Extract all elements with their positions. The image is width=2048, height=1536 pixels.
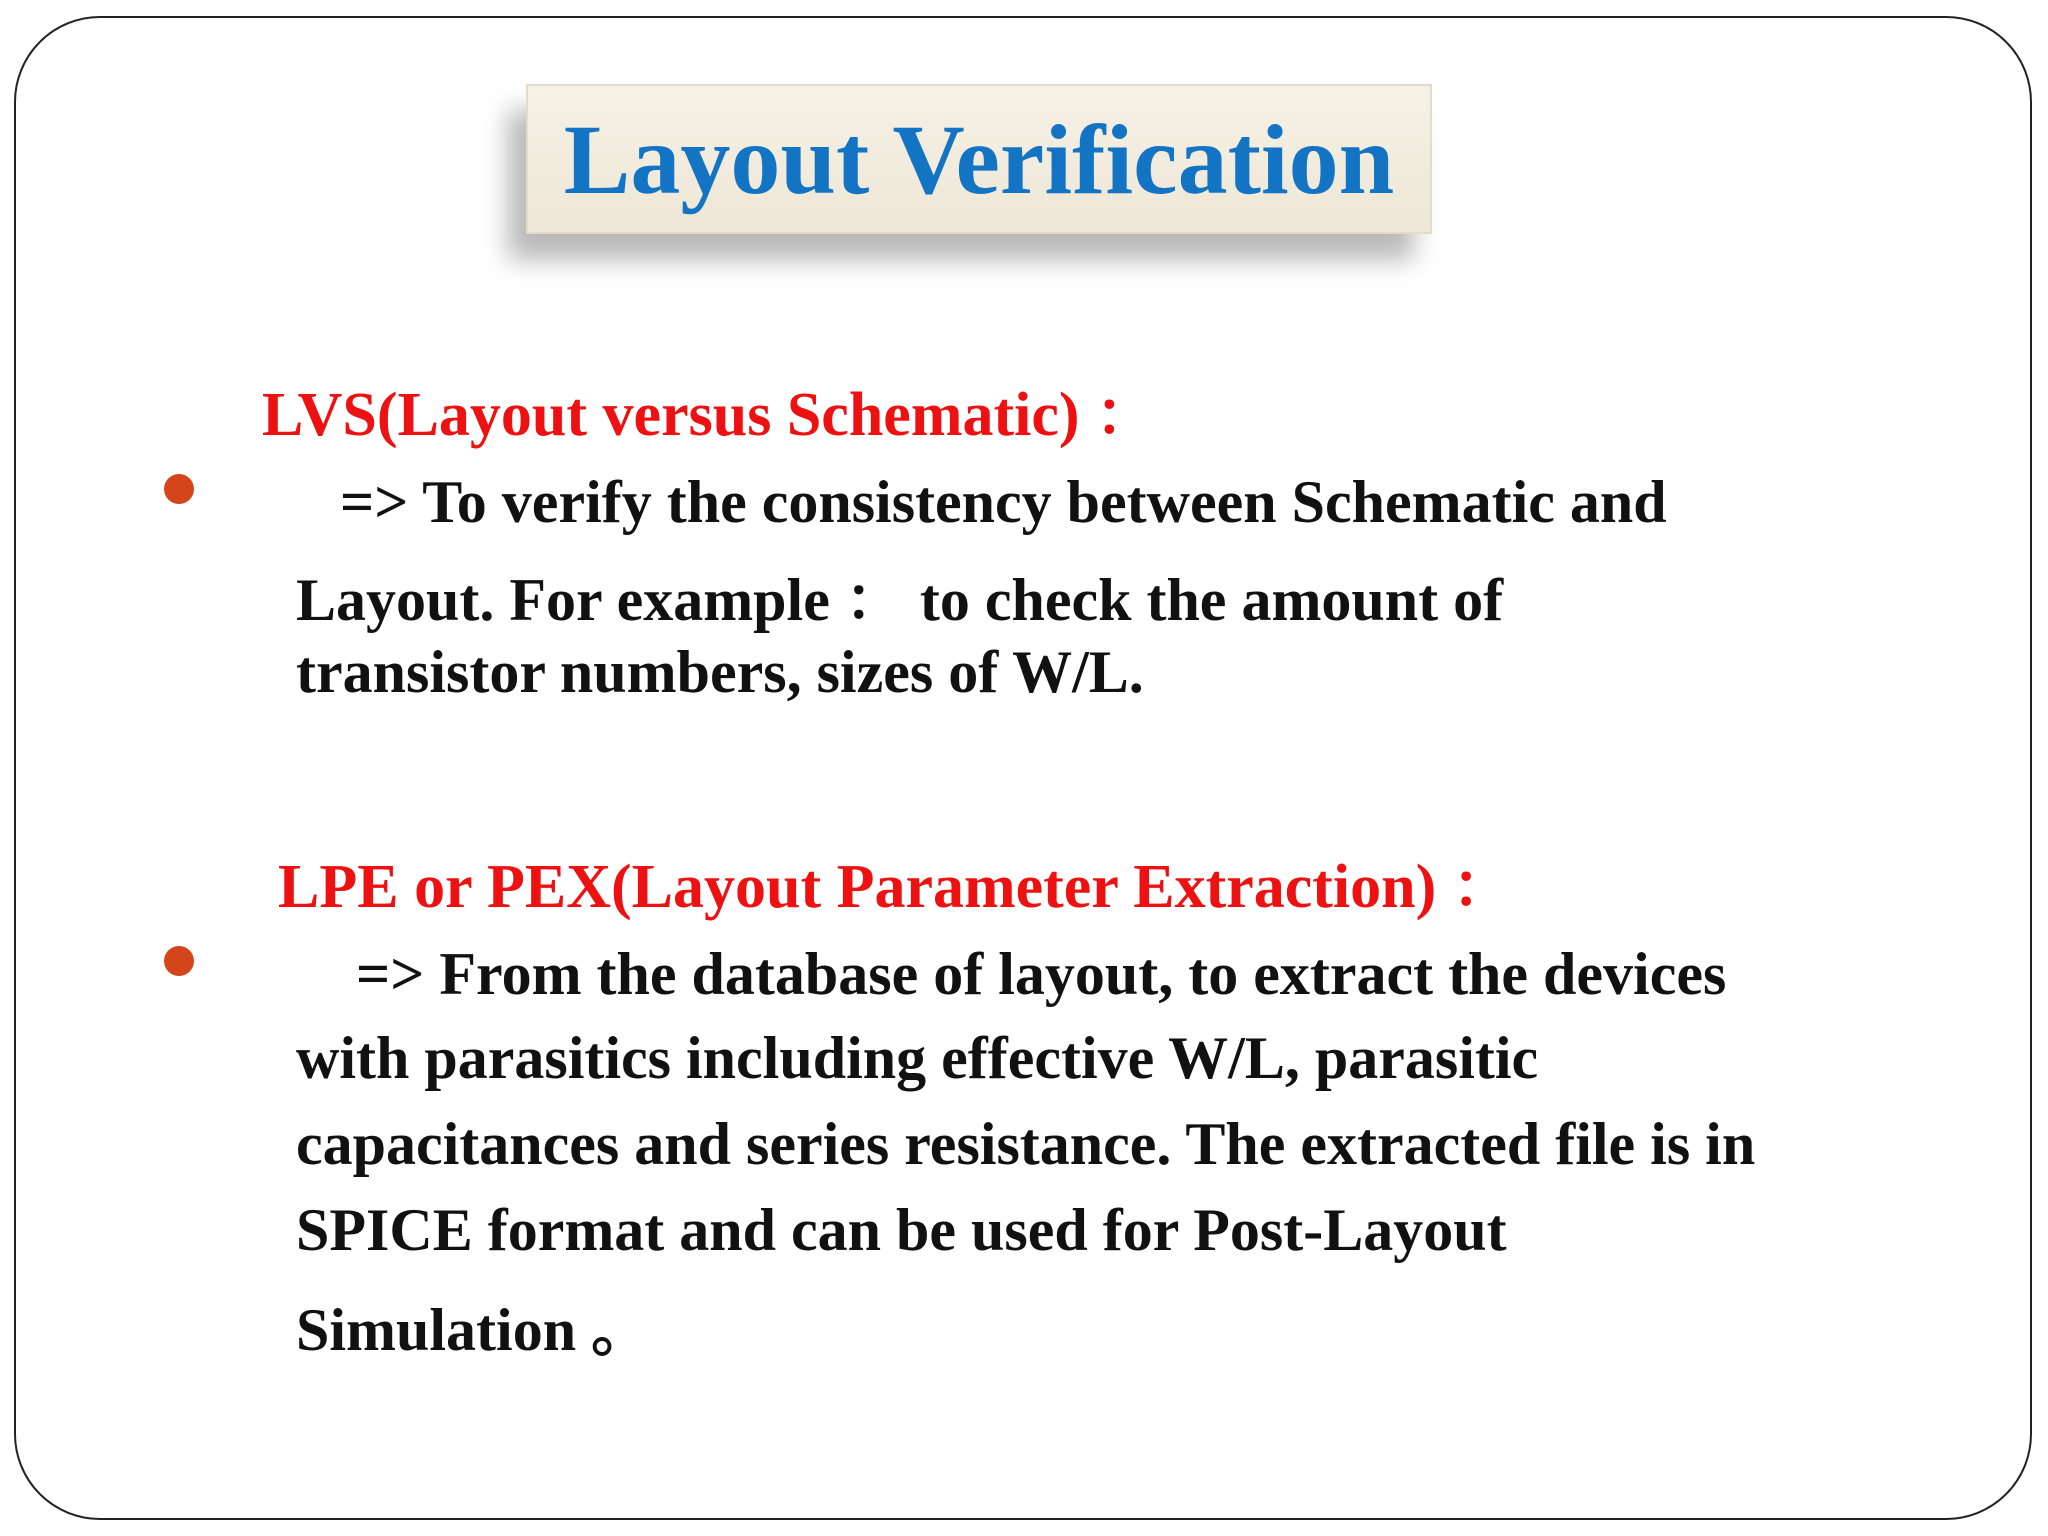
lvs-line: transistor numbers, sizes of W/L.	[296, 639, 1144, 705]
bullet-icon	[164, 946, 194, 976]
lpe-line: capacitances and series resistance. The extracted file is in	[296, 1111, 1756, 1177]
lpe-line: => From the database of layout, to extract the devices	[356, 941, 1727, 1007]
lpe-line: SPICE format and can be used for Post-Layout	[296, 1197, 1507, 1263]
lpe-line: Simulation 。	[296, 1297, 652, 1363]
section-heading-lvs: LVS(Layout versus Schematic) ：	[262, 381, 1158, 449]
title-box	[526, 84, 1432, 234]
slide-frame	[14, 16, 2032, 1520]
lvs-line: => To verify the consistency between Schematic and	[340, 469, 1667, 535]
lpe-line: with parasitics including effective W/L, parasitic	[296, 1025, 1539, 1091]
slide-title: Layout Verification	[563, 103, 1395, 215]
section-heading-lpe: LPE or PEX(Layout Parameter Extraction) ：	[278, 853, 1514, 921]
lvs-line: Layout. For example ： to check the amount of	[296, 567, 1504, 633]
bullet-icon	[164, 474, 194, 504]
